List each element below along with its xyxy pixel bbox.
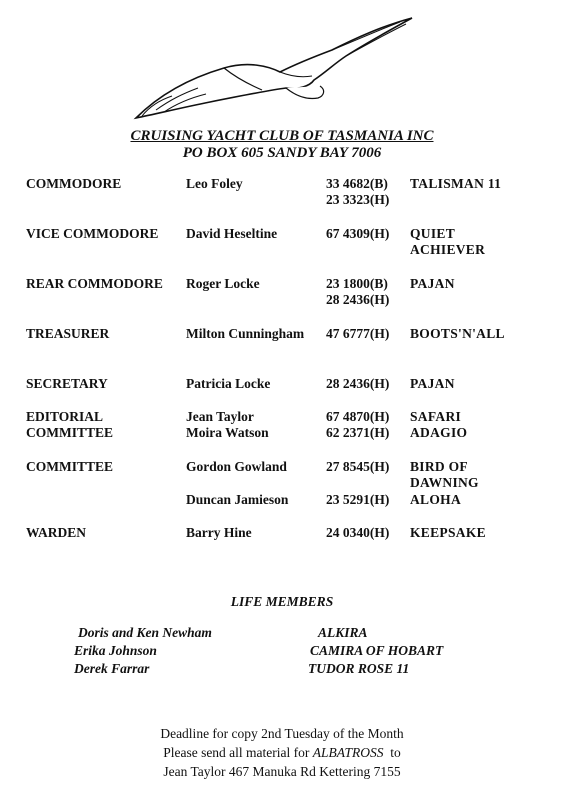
club-header [0,128,564,162]
life-member-boat: ALKIRA [318,625,368,640]
life-member-boat: TUDOR ROSE 11 [308,661,410,676]
club-address: PO BOX 605 SANDY BAY 7006 [182,145,382,161]
officer-position: WARDEN [26,525,87,540]
officer-boat: BIRD OF DAWNING [410,459,479,490]
newsletter-name: ALBATROSS [312,745,384,760]
officer-phone: 28 2436(H) [326,376,390,391]
officer-name: Barry Hine [186,525,252,540]
club-name: CRUISING YACHT CLUB OF TASMANIA INC [130,128,434,144]
officer-boat: QUIET ACHIEVER [410,226,486,257]
officer-name: Patricia Locke [186,376,271,391]
officer-phone: 33 4682(B) 23 3323(H) [326,176,390,207]
officer-position: EDITORIAL COMMITTEE [26,409,114,440]
officer-name: Roger Locke [186,276,260,291]
officer-phone: 27 8545(H) [326,459,390,474]
officer-boat: KEEPSAKE [410,525,486,540]
footer-deadline: Deadline for copy 2nd Tuesday of the Month [160,726,404,741]
officer-boat: ALOHA [410,492,462,507]
life-member-name: Doris and Ken Newham [78,625,212,640]
officer-position: SECRETARY [26,376,108,391]
officer-phone: 67 4870(H) 62 2371(H) [326,409,390,440]
footer-notice [0,724,564,781]
officer-boat: BOOTS'N'ALL [410,326,505,341]
footer-address: Jean Taylor 467 Manuka Rd Kettering 7155 [163,764,401,779]
life-member-name: Erika Johnson [74,643,157,658]
life-members-title: LIFE MEMBERS [230,594,334,609]
officer-phone: 47 6777(H) [326,326,390,341]
officer-phone: 23 1800(B) 28 2436(H) [326,276,390,307]
albatross-icon [120,6,420,128]
officer-name: Milton Cunningham [186,326,305,341]
officer-boat: PAJAN [410,376,455,391]
life-member-boat: CAMIRA OF HOBART [310,643,444,658]
footer-send-material: Please send all material for ALBATROSS to [163,745,401,760]
officer-name: Jean Taylor Moira Watson [186,409,269,440]
officer-name: David Heseltine [186,226,278,241]
officer-name: Gordon Gowland [186,459,287,474]
officer-name: Leo Foley [186,176,243,191]
life-member-name: Derek Farrar [74,661,150,676]
officer-position: COMMODORE [26,176,122,191]
officer-phone: 67 4309(H) [326,226,390,241]
officer-position: COMMITTEE [26,459,114,474]
officer-position: VICE COMMODORE [26,226,159,241]
officer-phone: 24 0340(H) [326,525,390,540]
officer-position: TREASURER [26,326,110,341]
officer-phone: 23 5291(H) [326,492,390,507]
officer-boat: SAFARI ADAGIO [410,409,468,440]
officer-boat: TALISMAN 11 [410,176,502,191]
officer-name: Duncan Jamieson [186,492,289,507]
officer-position: REAR COMMODORE [26,276,163,291]
officer-boat: PAJAN [410,276,455,291]
